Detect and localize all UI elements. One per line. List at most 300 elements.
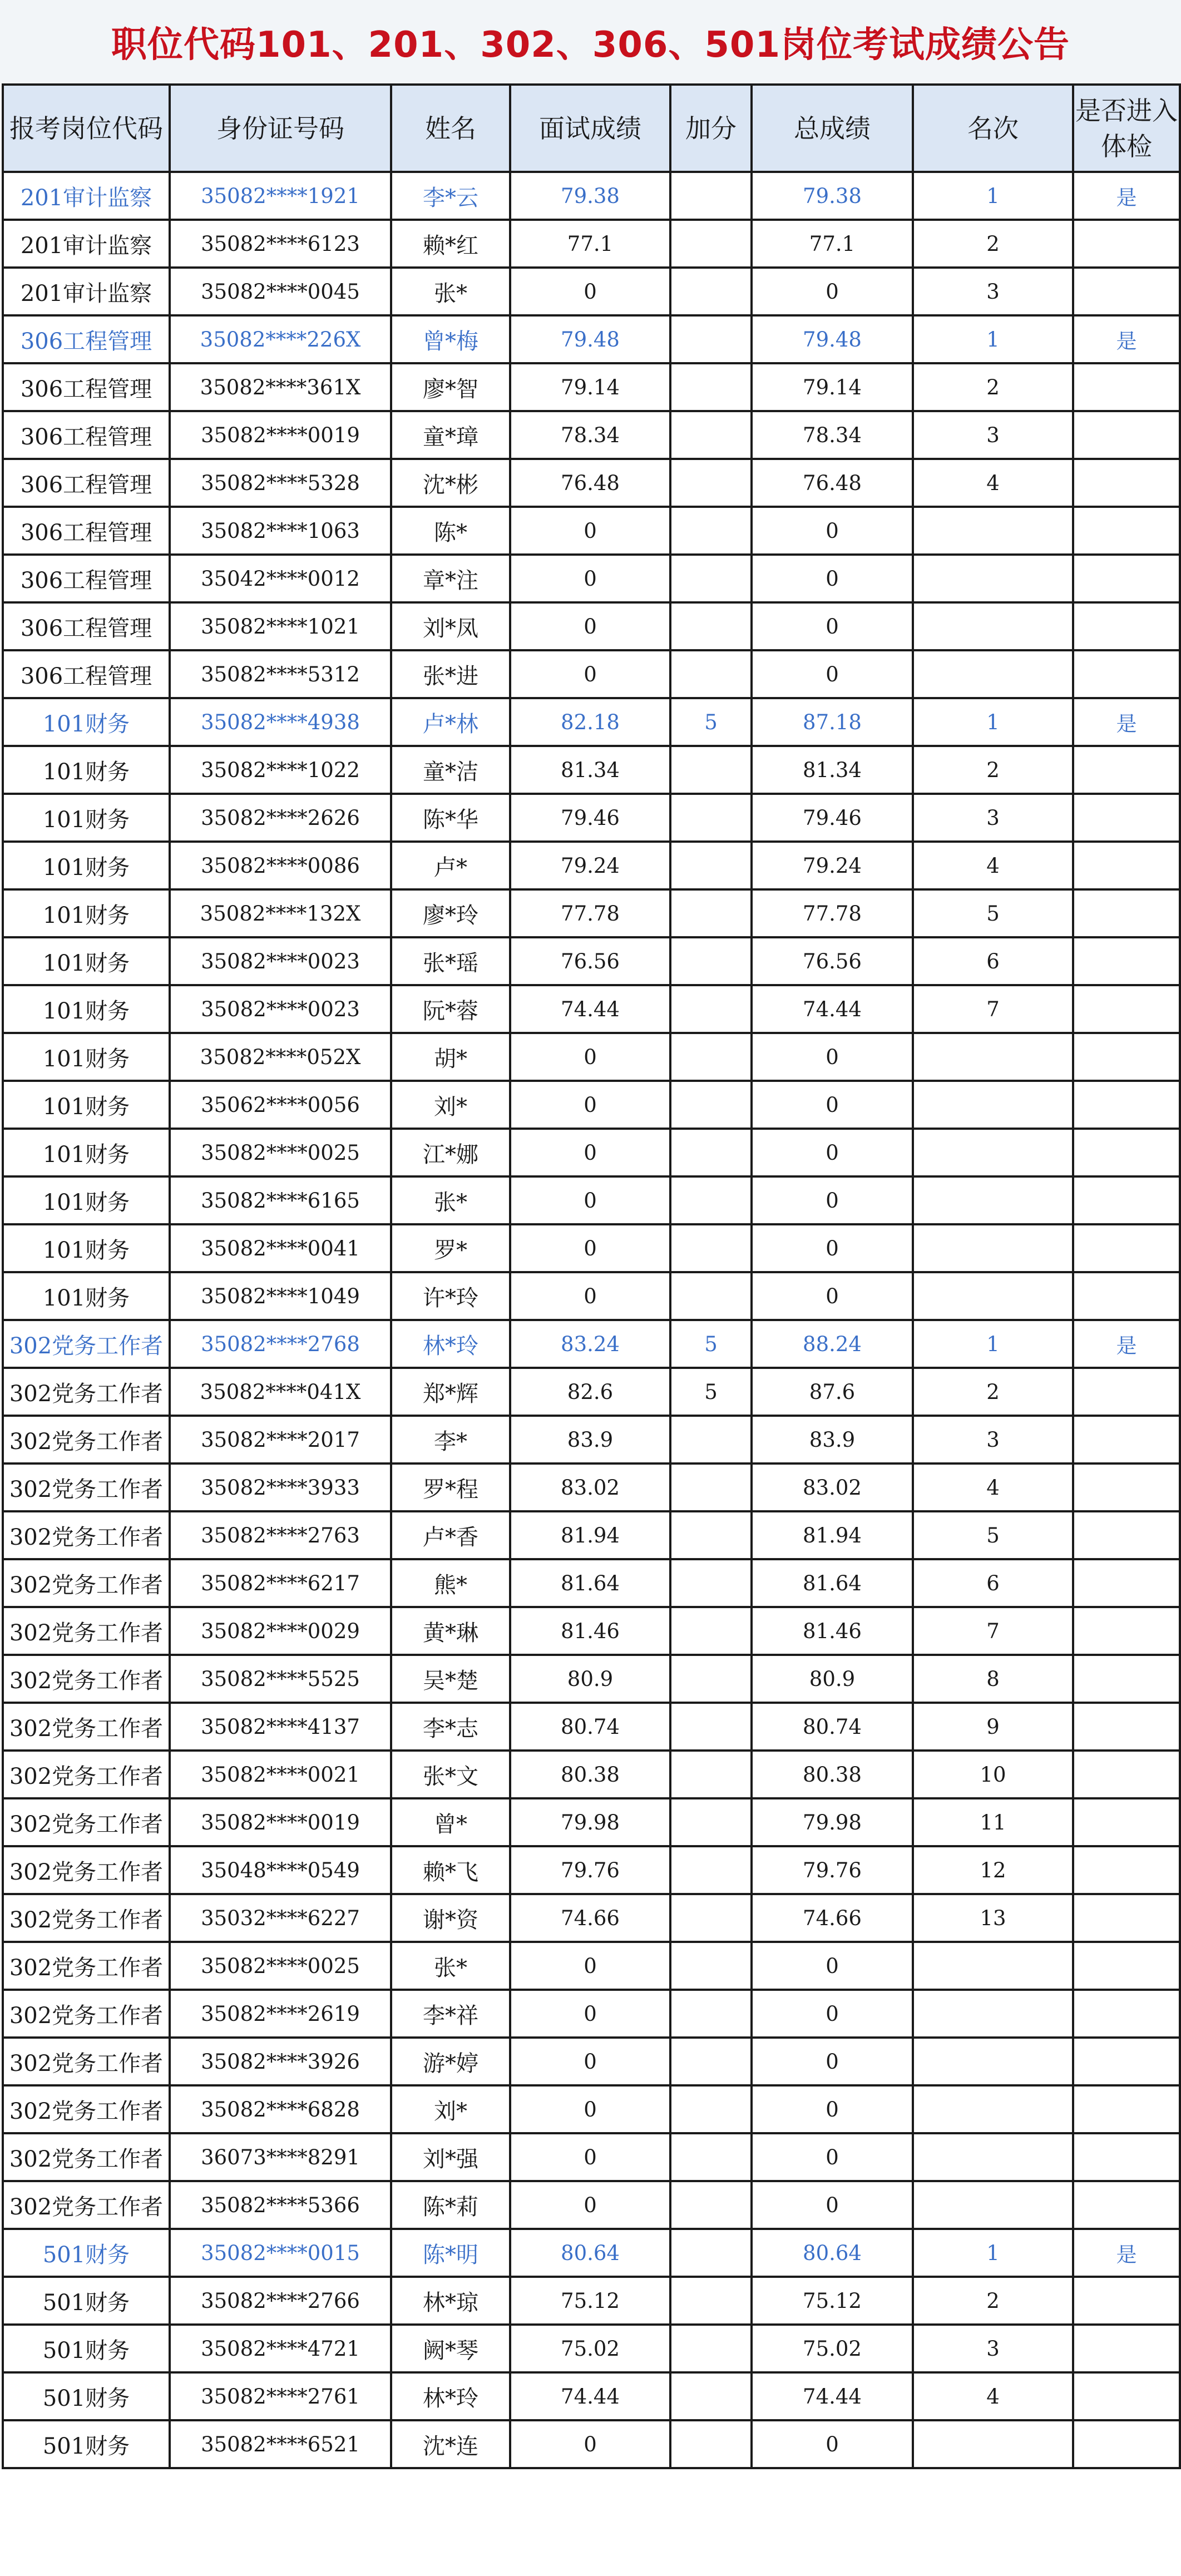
cell-interview-score: 79.14	[510, 363, 670, 411]
header-name: 姓名	[391, 85, 510, 172]
cell-rank	[913, 1081, 1073, 1129]
cell-name: 吴*楚	[391, 1655, 510, 1703]
cell-bonus	[670, 1081, 752, 1129]
cell-bonus: 5	[670, 1320, 752, 1368]
cell-total-score: 0	[752, 1990, 913, 2038]
table-row	[3, 1846, 1180, 1894]
cell-total-score: 81.46	[752, 1607, 913, 1655]
cell-physical-exam	[1073, 459, 1180, 507]
cell-rank	[913, 650, 1073, 698]
cell-interview-score: 0	[510, 2085, 670, 2133]
cell-rank	[913, 2181, 1073, 2229]
cell-total-score: 0	[752, 650, 913, 698]
cell-position: 302党务工作者	[3, 2133, 170, 2181]
cell-bonus	[670, 1751, 752, 1798]
cell-bonus	[670, 1798, 752, 1846]
cell-total-score: 0	[752, 268, 913, 315]
cell-rank: 1	[913, 1320, 1073, 1368]
cell-bonus	[670, 1272, 752, 1320]
cell-bonus	[670, 315, 752, 363]
cell-rank: 2	[913, 220, 1073, 268]
cell-name: 许*玲	[391, 1272, 510, 1320]
cell-total-score: 76.48	[752, 459, 913, 507]
cell-bonus: 5	[670, 698, 752, 746]
header-rank: 名次	[913, 85, 1073, 172]
cell-name: 张*	[391, 1942, 510, 1990]
cell-name: 沈*连	[391, 2420, 510, 2468]
cell-interview-score: 82.6	[510, 1368, 670, 1416]
cell-interview-score: 81.94	[510, 1511, 670, 1559]
cell-physical-exam	[1073, 1129, 1180, 1176]
cell-name: 李*云	[391, 172, 510, 220]
table-row	[3, 1033, 1180, 1081]
cell-physical-exam	[1073, 507, 1180, 555]
cell-interview-score: 78.34	[510, 411, 670, 459]
cell-rank	[913, 2420, 1073, 2468]
scores-table	[2, 83, 1181, 2469]
cell-physical-exam	[1073, 2277, 1180, 2325]
cell-physical-exam	[1073, 1511, 1180, 1559]
table-row	[3, 1463, 1180, 1511]
cell-physical-exam	[1073, 746, 1180, 794]
cell-id-number: 35082****5328	[170, 459, 391, 507]
cell-rank	[913, 1176, 1073, 1224]
cell-bonus	[670, 1655, 752, 1703]
cell-id-number: 35082****0015	[170, 2229, 391, 2277]
cell-position: 302党务工作者	[3, 1894, 170, 1942]
header-total: 总成绩	[752, 85, 913, 172]
table-row	[3, 2229, 1180, 2277]
cell-id-number: 35082****0019	[170, 1798, 391, 1846]
cell-rank: 7	[913, 1607, 1073, 1655]
cell-position: 501财务	[3, 2420, 170, 2468]
cell-rank	[913, 2133, 1073, 2181]
cell-id-number: 35082****041X	[170, 1368, 391, 1416]
cell-rank: 3	[913, 1416, 1073, 1463]
cell-interview-score: 79.38	[510, 172, 670, 220]
cell-bonus	[670, 1703, 752, 1751]
table-row	[3, 2325, 1180, 2372]
cell-bonus	[670, 1990, 752, 2038]
header-physical: 是否进入体检	[1073, 85, 1180, 172]
cell-interview-score: 75.02	[510, 2325, 670, 2372]
table-row	[3, 2085, 1180, 2133]
cell-id-number: 35082****4938	[170, 698, 391, 746]
cell-bonus	[670, 937, 752, 985]
cell-id-number: 36073****8291	[170, 2133, 391, 2181]
cell-interview-score: 83.24	[510, 1320, 670, 1368]
cell-interview-score: 80.9	[510, 1655, 670, 1703]
cell-rank: 3	[913, 411, 1073, 459]
cell-name: 陈*	[391, 507, 510, 555]
cell-name: 曾*梅	[391, 315, 510, 363]
cell-bonus	[670, 650, 752, 698]
table-row	[3, 459, 1180, 507]
cell-id-number: 35082****6521	[170, 2420, 391, 2468]
cell-interview-score: 81.64	[510, 1559, 670, 1607]
table-row	[3, 1607, 1180, 1655]
cell-total-score: 80.74	[752, 1703, 913, 1751]
cell-rank	[913, 1942, 1073, 1990]
cell-physical-exam	[1073, 1846, 1180, 1894]
table-row	[3, 602, 1180, 650]
table-row	[3, 268, 1180, 315]
cell-position: 101财务	[3, 842, 170, 889]
cell-name: 童*洁	[391, 746, 510, 794]
cell-physical-exam	[1073, 1416, 1180, 1463]
cell-name: 卢*林	[391, 698, 510, 746]
cell-interview-score: 0	[510, 1272, 670, 1320]
cell-total-score: 77.1	[752, 220, 913, 268]
cell-position: 302党务工作者	[3, 1368, 170, 1416]
cell-rank	[913, 1990, 1073, 2038]
header-id-number: 身份证号码	[170, 85, 391, 172]
cell-id-number: 35082****0023	[170, 937, 391, 985]
cell-position: 101财务	[3, 889, 170, 937]
table-row	[3, 1176, 1180, 1224]
table-row	[3, 1751, 1180, 1798]
cell-physical-exam: 是	[1073, 698, 1180, 746]
cell-physical-exam	[1073, 2133, 1180, 2181]
cell-name: 谢*资	[391, 1894, 510, 1942]
cell-bonus	[670, 363, 752, 411]
cell-id-number: 35082****0045	[170, 268, 391, 315]
cell-total-score: 79.14	[752, 363, 913, 411]
cell-bonus	[670, 602, 752, 650]
cell-total-score: 0	[752, 1272, 913, 1320]
cell-rank	[913, 507, 1073, 555]
table-row	[3, 172, 1180, 220]
cell-total-score: 0	[752, 602, 913, 650]
cell-name: 林*玲	[391, 2372, 510, 2420]
cell-total-score: 80.38	[752, 1751, 913, 1798]
cell-bonus	[670, 1176, 752, 1224]
cell-position: 501财务	[3, 2325, 170, 2372]
cell-id-number: 35082****0025	[170, 1129, 391, 1176]
cell-name: 赖*红	[391, 220, 510, 268]
table-row	[3, 1511, 1180, 1559]
cell-physical-exam: 是	[1073, 2229, 1180, 2277]
cell-interview-score: 80.74	[510, 1703, 670, 1751]
page-title: 职位代码101、201、302、306、501岗位考试成绩公告	[0, 0, 1181, 83]
cell-id-number: 35082****1022	[170, 746, 391, 794]
cell-name: 曾*	[391, 1798, 510, 1846]
cell-bonus	[670, 842, 752, 889]
cell-interview-score: 79.24	[510, 842, 670, 889]
cell-total-score: 0	[752, 2085, 913, 2133]
cell-rank: 3	[913, 2325, 1073, 2372]
table-row	[3, 794, 1180, 842]
table-row	[3, 1129, 1180, 1176]
cell-rank: 1	[913, 172, 1073, 220]
table-row	[3, 889, 1180, 937]
cell-total-score: 81.34	[752, 746, 913, 794]
cell-total-score: 0	[752, 1942, 913, 1990]
cell-interview-score: 74.66	[510, 1894, 670, 1942]
cell-position: 101财务	[3, 698, 170, 746]
cell-interview-score: 82.18	[510, 698, 670, 746]
cell-position: 306工程管理	[3, 507, 170, 555]
header-interview: 面试成绩	[510, 85, 670, 172]
cell-name: 李*	[391, 1416, 510, 1463]
cell-bonus	[670, 2229, 752, 2277]
cell-id-number: 35082****0029	[170, 1607, 391, 1655]
cell-rank	[913, 1033, 1073, 1081]
cell-position: 306工程管理	[3, 363, 170, 411]
table-row	[3, 2277, 1180, 2325]
cell-interview-score: 79.76	[510, 1846, 670, 1894]
cell-rank: 6	[913, 937, 1073, 985]
cell-name: 熊*	[391, 1559, 510, 1607]
cell-bonus	[670, 1129, 752, 1176]
table-row	[3, 985, 1180, 1033]
cell-position: 302党务工作者	[3, 1607, 170, 1655]
cell-total-score: 83.02	[752, 1463, 913, 1511]
cell-bonus	[670, 889, 752, 937]
cell-bonus	[670, 459, 752, 507]
cell-interview-score: 0	[510, 1942, 670, 1990]
cell-physical-exam	[1073, 2372, 1180, 2420]
cell-total-score: 80.9	[752, 1655, 913, 1703]
cell-name: 陈*华	[391, 794, 510, 842]
cell-bonus	[670, 172, 752, 220]
table-row	[3, 1894, 1180, 1942]
cell-bonus	[670, 746, 752, 794]
table-row	[3, 1655, 1180, 1703]
table-row	[3, 1559, 1180, 1607]
cell-id-number: 35082****4721	[170, 2325, 391, 2372]
cell-name: 廖*智	[391, 363, 510, 411]
cell-physical-exam	[1073, 937, 1180, 985]
table-row	[3, 1081, 1180, 1129]
cell-position: 302党务工作者	[3, 1846, 170, 1894]
cell-total-score: 78.34	[752, 411, 913, 459]
cell-name: 阙*琴	[391, 2325, 510, 2372]
cell-rank	[913, 602, 1073, 650]
cell-id-number: 35082****5312	[170, 650, 391, 698]
cell-interview-score: 0	[510, 2133, 670, 2181]
cell-interview-score: 0	[510, 2181, 670, 2229]
cell-interview-score: 75.12	[510, 2277, 670, 2325]
cell-total-score: 76.56	[752, 937, 913, 985]
cell-total-score: 88.24	[752, 1320, 913, 1368]
cell-physical-exam	[1073, 842, 1180, 889]
cell-name: 刘*	[391, 2085, 510, 2133]
cell-position: 501财务	[3, 2277, 170, 2325]
cell-rank	[913, 1224, 1073, 1272]
cell-id-number: 35082****6217	[170, 1559, 391, 1607]
cell-bonus	[670, 2133, 752, 2181]
cell-position: 302党务工作者	[3, 2181, 170, 2229]
cell-total-score: 0	[752, 2133, 913, 2181]
table-row	[3, 220, 1180, 268]
cell-name: 卢*	[391, 842, 510, 889]
cell-bonus	[670, 1463, 752, 1511]
cell-physical-exam	[1073, 889, 1180, 937]
cell-total-score: 83.9	[752, 1416, 913, 1463]
cell-position: 302党务工作者	[3, 1990, 170, 2038]
cell-bonus: 5	[670, 1368, 752, 1416]
cell-interview-score: 0	[510, 1224, 670, 1272]
cell-interview-score: 74.44	[510, 985, 670, 1033]
table-row	[3, 1990, 1180, 2038]
cell-position: 101财务	[3, 937, 170, 985]
cell-id-number: 35082****052X	[170, 1033, 391, 1081]
cell-total-score: 0	[752, 1129, 913, 1176]
table-row	[3, 1272, 1180, 1320]
cell-physical-exam	[1073, 1176, 1180, 1224]
cell-physical-exam	[1073, 2038, 1180, 2085]
cell-position: 302党务工作者	[3, 1320, 170, 1368]
table-row	[3, 363, 1180, 411]
table-row	[3, 1320, 1180, 1368]
cell-interview-score: 0	[510, 507, 670, 555]
cell-rank: 6	[913, 1559, 1073, 1607]
cell-name: 张*进	[391, 650, 510, 698]
cell-id-number: 35082****4137	[170, 1703, 391, 1751]
cell-bonus	[670, 1033, 752, 1081]
cell-id-number: 35082****0023	[170, 985, 391, 1033]
cell-rank: 2	[913, 746, 1073, 794]
cell-name: 阮*蓉	[391, 985, 510, 1033]
cell-rank: 5	[913, 889, 1073, 937]
cell-id-number: 35082****361X	[170, 363, 391, 411]
header-bonus: 加分	[670, 85, 752, 172]
cell-position: 302党务工作者	[3, 1703, 170, 1751]
cell-id-number: 35062****0056	[170, 1081, 391, 1129]
cell-bonus	[670, 1894, 752, 1942]
cell-name: 郑*辉	[391, 1368, 510, 1416]
cell-physical-exam	[1073, 794, 1180, 842]
cell-physical-exam: 是	[1073, 172, 1180, 220]
table-row	[3, 2038, 1180, 2085]
cell-rank: 9	[913, 1703, 1073, 1751]
cell-total-score: 75.12	[752, 2277, 913, 2325]
cell-interview-score: 0	[510, 1129, 670, 1176]
cell-total-score: 79.48	[752, 315, 913, 363]
cell-interview-score: 0	[510, 555, 670, 602]
cell-id-number: 35082****6828	[170, 2085, 391, 2133]
table-row	[3, 1368, 1180, 1416]
cell-physical-exam	[1073, 1033, 1180, 1081]
cell-id-number: 35082****0025	[170, 1942, 391, 1990]
cell-rank: 2	[913, 363, 1073, 411]
cell-id-number: 35082****2626	[170, 794, 391, 842]
cell-total-score: 77.78	[752, 889, 913, 937]
cell-name: 江*娜	[391, 1129, 510, 1176]
cell-rank: 4	[913, 459, 1073, 507]
cell-id-number: 35082****5366	[170, 2181, 391, 2229]
cell-total-score: 74.66	[752, 1894, 913, 1942]
cell-physical-exam	[1073, 1990, 1180, 2038]
cell-position: 306工程管理	[3, 602, 170, 650]
cell-bonus	[670, 2085, 752, 2133]
cell-physical-exam	[1073, 363, 1180, 411]
cell-interview-score: 0	[510, 2038, 670, 2085]
cell-id-number: 35082****2761	[170, 2372, 391, 2420]
cell-rank: 13	[913, 1894, 1073, 1942]
cell-position: 101财务	[3, 1081, 170, 1129]
cell-physical-exam	[1073, 1894, 1180, 1942]
cell-position: 302党务工作者	[3, 2085, 170, 2133]
cell-position: 101财务	[3, 1033, 170, 1081]
cell-id-number: 35082****226X	[170, 315, 391, 363]
cell-rank: 10	[913, 1751, 1073, 1798]
cell-name: 卢*香	[391, 1511, 510, 1559]
cell-bonus	[670, 2277, 752, 2325]
cell-interview-score: 0	[510, 1033, 670, 1081]
cell-interview-score: 81.46	[510, 1607, 670, 1655]
cell-total-score: 74.44	[752, 2372, 913, 2420]
cell-physical-exam	[1073, 650, 1180, 698]
cell-physical-exam	[1073, 555, 1180, 602]
cell-physical-exam	[1073, 411, 1180, 459]
cell-bonus	[670, 2181, 752, 2229]
table-row	[3, 1224, 1180, 1272]
table-row	[3, 507, 1180, 555]
cell-bonus	[670, 2372, 752, 2420]
cell-physical-exam	[1073, 2420, 1180, 2468]
table-row	[3, 1416, 1180, 1463]
cell-bonus	[670, 1224, 752, 1272]
cell-name: 陈*明	[391, 2229, 510, 2277]
cell-name: 张*	[391, 1176, 510, 1224]
table-row	[3, 650, 1180, 698]
cell-total-score: 0	[752, 555, 913, 602]
cell-bonus	[670, 794, 752, 842]
cell-id-number: 35082****2766	[170, 2277, 391, 2325]
cell-rank: 4	[913, 1463, 1073, 1511]
cell-interview-score: 77.78	[510, 889, 670, 937]
table-header-row	[3, 85, 1180, 172]
cell-bonus	[670, 1846, 752, 1894]
cell-physical-exam	[1073, 1224, 1180, 1272]
cell-position: 302党务工作者	[3, 1463, 170, 1511]
header-position: 报考岗位代码	[3, 85, 170, 172]
cell-bonus	[670, 985, 752, 1033]
cell-id-number: 35082****6123	[170, 220, 391, 268]
cell-position: 302党务工作者	[3, 1559, 170, 1607]
cell-position: 306工程管理	[3, 315, 170, 363]
cell-id-number: 35042****0012	[170, 555, 391, 602]
cell-total-score: 80.64	[752, 2229, 913, 2277]
cell-bonus	[670, 1416, 752, 1463]
cell-position: 101财务	[3, 1272, 170, 1320]
table-row	[3, 2420, 1180, 2468]
cell-interview-score: 83.02	[510, 1463, 670, 1511]
cell-name: 罗*	[391, 1224, 510, 1272]
cell-rank: 5	[913, 1511, 1073, 1559]
cell-total-score: 79.46	[752, 794, 913, 842]
cell-rank: 1	[913, 698, 1073, 746]
cell-total-score: 79.24	[752, 842, 913, 889]
cell-id-number: 35082****1921	[170, 172, 391, 220]
table-row	[3, 698, 1180, 746]
table-row	[3, 1798, 1180, 1846]
cell-bonus	[670, 1942, 752, 1990]
table-row	[3, 2372, 1180, 2420]
cell-total-score: 75.02	[752, 2325, 913, 2372]
cell-interview-score: 0	[510, 1176, 670, 1224]
cell-bonus	[670, 268, 752, 315]
cell-physical-exam	[1073, 2085, 1180, 2133]
cell-position: 101财务	[3, 746, 170, 794]
cell-bonus	[670, 1511, 752, 1559]
cell-physical-exam	[1073, 602, 1180, 650]
cell-id-number: 35082****6165	[170, 1176, 391, 1224]
cell-position: 101财务	[3, 985, 170, 1033]
cell-total-score: 87.18	[752, 698, 913, 746]
